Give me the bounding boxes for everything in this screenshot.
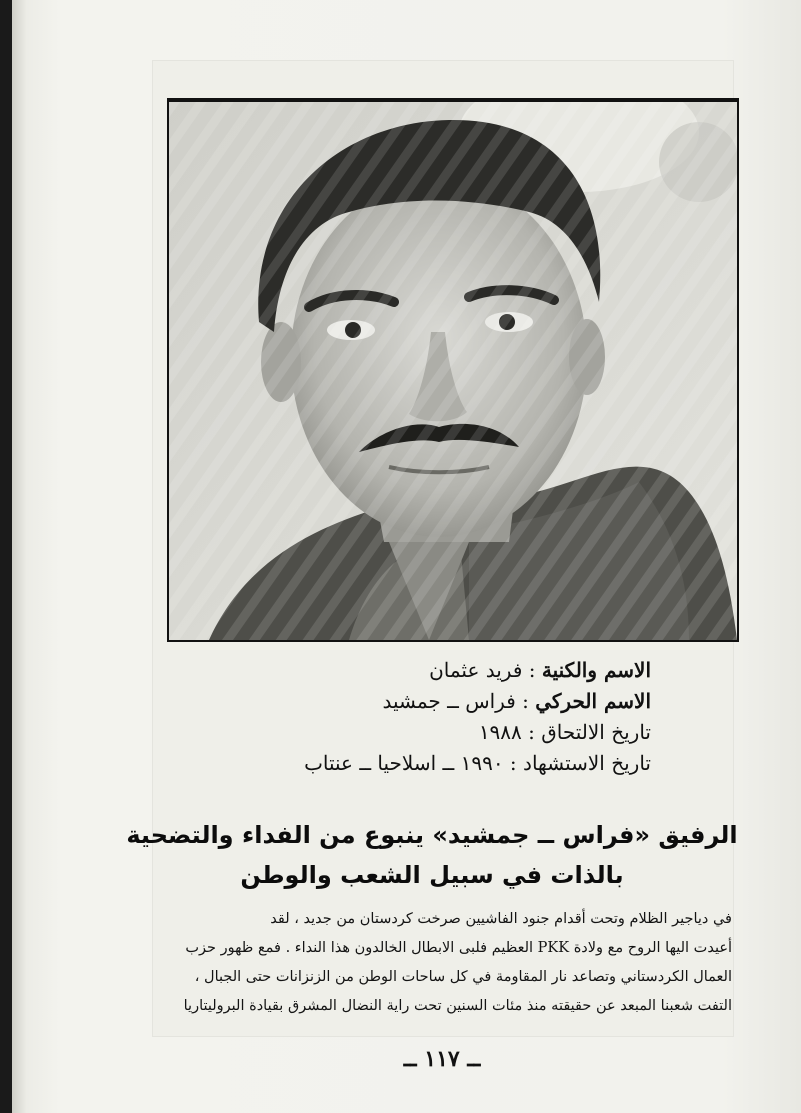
body-line: في دياجير الظلام وتحت أقدام جنود الفاشيين صرخت كردستان من جديد ، لقد: [270, 911, 732, 927]
book-page: [12, 0, 801, 1113]
body-line: التفت شعبنا المبعد عن حقيقته منذ مئات السنين تحت راية النضال المشرق بقيادة البروليتاريا: [183, 998, 732, 1014]
profile-label: الاسم والكنية: [541, 658, 651, 682]
portrait-photo-frame: [167, 98, 739, 642]
profile-row-name: [181, 655, 651, 686]
profile-separator: :: [522, 658, 542, 682]
profile-row-joined: [181, 717, 651, 748]
profile-label: الاسم الحركي: [535, 689, 651, 713]
profile-value: فراس ــ جمشيد: [382, 689, 516, 713]
profile-details: [181, 655, 651, 779]
profile-row-alias: [181, 686, 651, 717]
profile-separator: :: [515, 689, 536, 713]
page-number: ــ ١١٧ ــ: [403, 1046, 481, 1072]
article-body: [132, 905, 732, 1021]
portrait-photo: [169, 102, 737, 640]
body-line: أعيدت اليها الروح مع ولادة PKK العظيم فلبى الابطال الخالدون هذا النداء . فمع ظهور حزب: [185, 940, 732, 956]
article-headline: [122, 815, 742, 895]
profile-row-martyrdom: [181, 748, 651, 779]
profile-separator: :: [503, 751, 524, 775]
page-binding-edge: [12, 0, 26, 1113]
profile-separator: :: [521, 720, 542, 744]
profile-value: فريد عثمان: [429, 658, 523, 682]
headline-line-1: الرفيق «فراس ــ جمشيد» ينبوع من الفداء والتضحية: [126, 821, 738, 849]
profile-label: تاريخ الاستشهاد: [523, 751, 651, 775]
profile-label: تاريخ الالتحاق: [541, 720, 651, 744]
headline-line-2: بالذات في سبيل الشعب والوطن: [240, 861, 624, 889]
profile-value: ١٩٨٨: [478, 720, 522, 744]
profile-value: ١٩٩٠ ــ اسلاحيا ــ عنتاب: [304, 751, 504, 775]
body-line: العمال الكردستاني وتصاعد نار المقاومة في كل ساحات الوطن من الزنزانات حتى الجبال ،: [194, 969, 732, 985]
